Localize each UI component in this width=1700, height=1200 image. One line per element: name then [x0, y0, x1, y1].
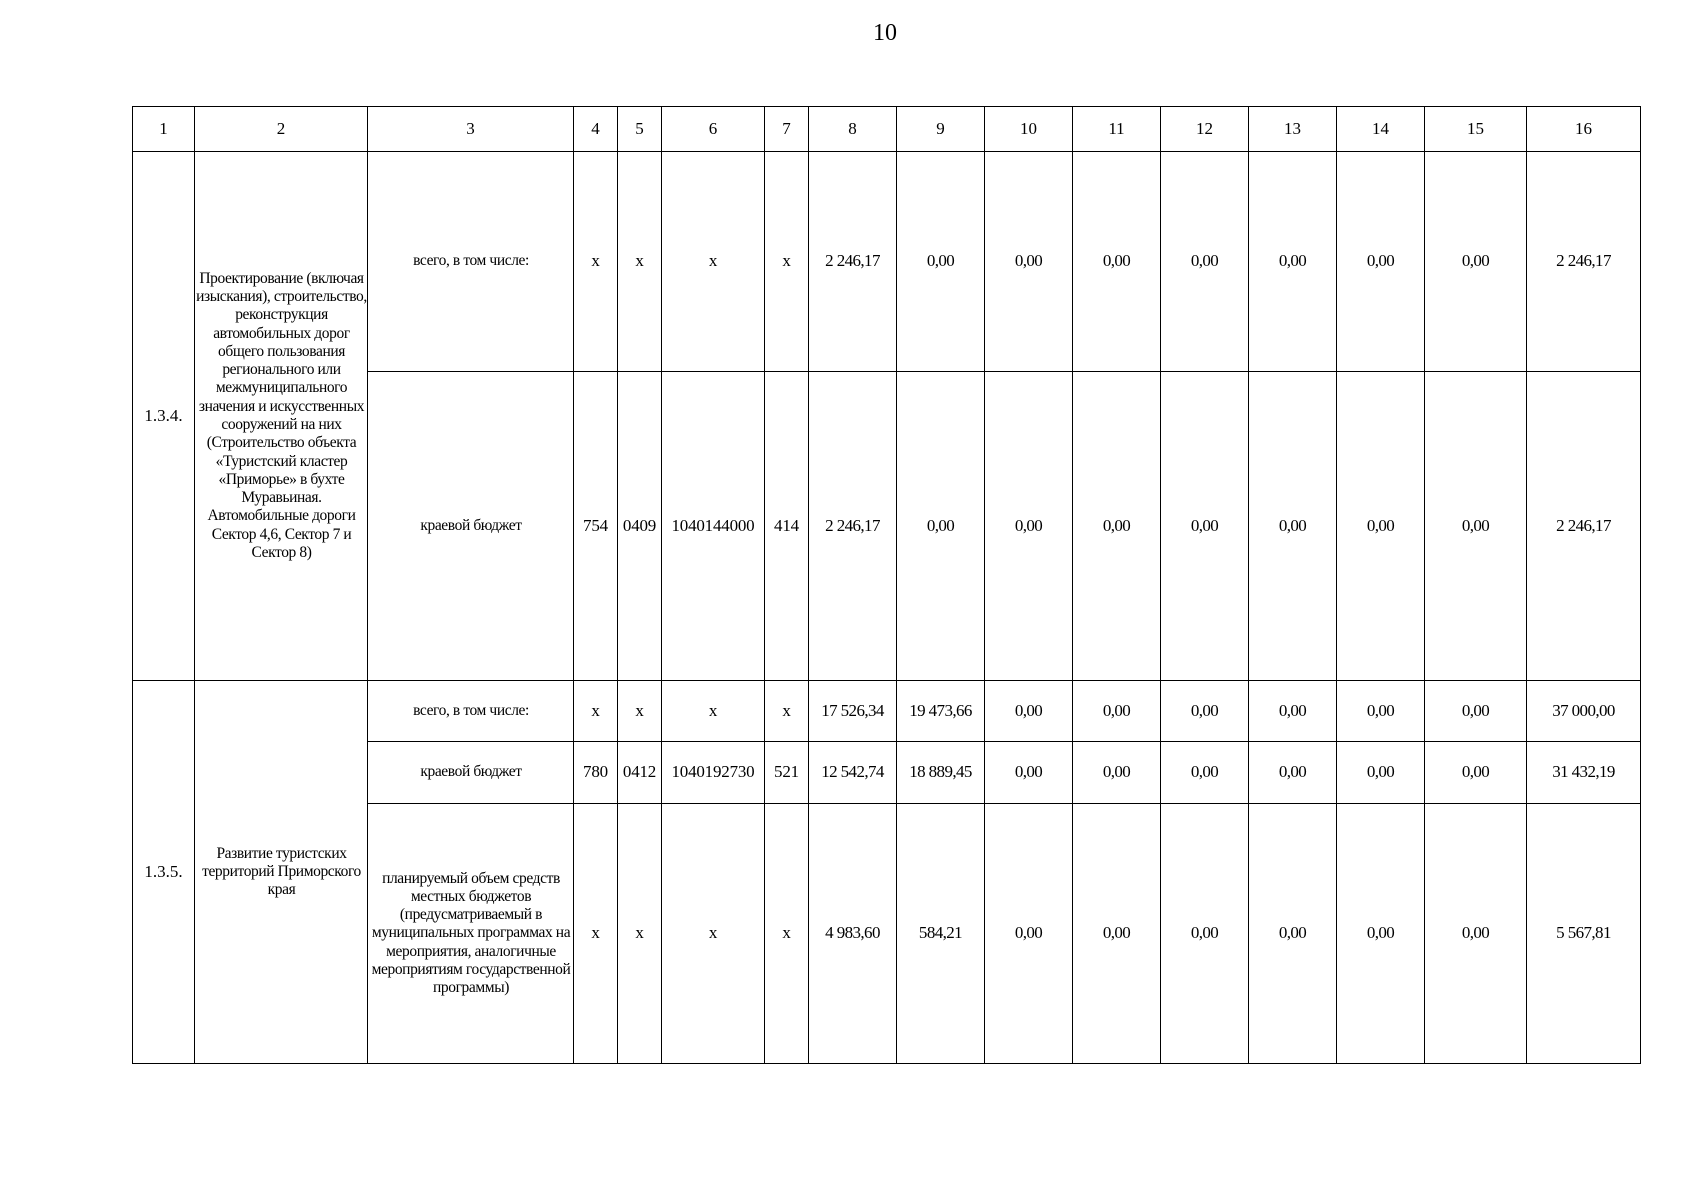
- cell-grbs: x: [574, 152, 618, 372]
- column-number-row: [133, 107, 1641, 152]
- item-description: Проектирование (включая изыскания), строительство, реконструкция автомобильных дорог общего пользования регионального или межмуниципального значения и искусственных сооружений на них (Строительство объекта «Туристский кластер «Приморье» в бухте Муравьиная. Автомобильные дороги Сектор 4,6, Сектор 7 и Сектор 8): [195, 152, 368, 681]
- item-description: Развитие туристских территорий Приморского края: [195, 681, 368, 1064]
- cell-amount: 0,00: [1161, 372, 1249, 681]
- cell-amount: 0,00: [1425, 681, 1527, 742]
- cell-amount: 0,00: [985, 681, 1073, 742]
- table-row: [133, 681, 1641, 742]
- funding-source: краевой бюджет: [368, 372, 574, 681]
- cell-target-article: 1040144000: [662, 372, 765, 681]
- cell-amount: 0,00: [1249, 152, 1337, 372]
- cell-amount: 584,21: [897, 804, 985, 1064]
- cell-section: 0412: [618, 742, 662, 804]
- cell-amount: 0,00: [1337, 804, 1425, 1064]
- cell-expense-type: 521: [765, 742, 809, 804]
- cell-grbs: 754: [574, 372, 618, 681]
- cell-target-article: x: [662, 681, 765, 742]
- column-number: 6: [662, 107, 765, 152]
- cell-amount: 0,00: [1337, 681, 1425, 742]
- column-number: 4: [574, 107, 618, 152]
- page-number: 10: [873, 20, 897, 46]
- cell-total: 2 246,17: [1527, 152, 1641, 372]
- column-number: 3: [368, 107, 574, 152]
- cell-section: x: [618, 681, 662, 742]
- cell-amount: 0,00: [1161, 152, 1249, 372]
- cell-amount: 0,00: [1073, 152, 1161, 372]
- column-number: 13: [1249, 107, 1337, 152]
- cell-amount: 0,00: [1073, 742, 1161, 804]
- cell-amount: 0,00: [1073, 804, 1161, 1064]
- cell-amount: 18 889,45: [897, 742, 985, 804]
- cell-amount: 19 473,66: [897, 681, 985, 742]
- column-number: 7: [765, 107, 809, 152]
- cell-target-article: x: [662, 152, 765, 372]
- cell-amount: 2 246,17: [809, 372, 897, 681]
- cell-amount: 0,00: [985, 372, 1073, 681]
- cell-amount: 0,00: [985, 804, 1073, 1064]
- cell-expense-type: x: [765, 152, 809, 372]
- column-number: 8: [809, 107, 897, 152]
- cell-expense-type: 414: [765, 372, 809, 681]
- column-number: 14: [1337, 107, 1425, 152]
- cell-section: 0409: [618, 372, 662, 681]
- cell-total: 37 000,00: [1527, 681, 1641, 742]
- cell-amount: 0,00: [897, 372, 985, 681]
- cell-amount: 0,00: [1073, 681, 1161, 742]
- cell-target-article: 1040192730: [662, 742, 765, 804]
- cell-amount: 2 246,17: [809, 152, 897, 372]
- cell-amount: 0,00: [1425, 742, 1527, 804]
- column-number: 2: [195, 107, 368, 152]
- cell-amount: 0,00: [1337, 152, 1425, 372]
- column-number: 9: [897, 107, 985, 152]
- budget-table: [132, 106, 1641, 1064]
- cell-grbs: x: [574, 681, 618, 742]
- cell-total: 5 567,81: [1527, 804, 1641, 1064]
- cell-amount: 0,00: [1425, 804, 1527, 1064]
- cell-total: 31 432,19: [1527, 742, 1641, 804]
- cell-amount: 0,00: [1425, 152, 1527, 372]
- cell-total: 2 246,17: [1527, 372, 1641, 681]
- column-number: 1: [133, 107, 195, 152]
- cell-amount: 0,00: [1249, 804, 1337, 1064]
- item-number: 1.3.4.: [133, 152, 195, 681]
- cell-amount: 0,00: [1249, 742, 1337, 804]
- cell-expense-type: x: [765, 804, 809, 1064]
- cell-amount: 0,00: [1161, 804, 1249, 1064]
- cell-target-article: x: [662, 804, 765, 1064]
- cell-amount: 0,00: [985, 742, 1073, 804]
- item-number: 1.3.5.: [133, 681, 195, 1064]
- cell-amount: 0,00: [1073, 372, 1161, 681]
- column-number: 10: [985, 107, 1073, 152]
- cell-amount: 0,00: [985, 152, 1073, 372]
- cell-amount: 0,00: [1337, 372, 1425, 681]
- cell-section: x: [618, 152, 662, 372]
- column-number: 5: [618, 107, 662, 152]
- cell-expense-type: x: [765, 681, 809, 742]
- cell-amount: 0,00: [1337, 742, 1425, 804]
- column-number: 16: [1527, 107, 1641, 152]
- cell-section: x: [618, 804, 662, 1064]
- table-row: [133, 152, 1641, 372]
- cell-amount: 0,00: [1161, 742, 1249, 804]
- funding-source: краевой бюджет: [368, 742, 574, 804]
- cell-amount: 17 526,34: [809, 681, 897, 742]
- cell-amount: 0,00: [1249, 372, 1337, 681]
- column-number: 11: [1073, 107, 1161, 152]
- cell-amount: 0,00: [897, 152, 985, 372]
- cell-grbs: x: [574, 804, 618, 1064]
- cell-amount: 0,00: [1425, 372, 1527, 681]
- cell-amount: 0,00: [1161, 681, 1249, 742]
- cell-amount: 12 542,74: [809, 742, 897, 804]
- cell-amount: 0,00: [1249, 681, 1337, 742]
- cell-grbs: 780: [574, 742, 618, 804]
- funding-source: планируемый объем средств местных бюджетов (предусматриваемый в муниципальных программах на мероприятия, аналогичные мероприятиям государственной программы): [368, 804, 574, 1064]
- funding-source: всего, в том числе:: [368, 152, 574, 372]
- funding-source: всего, в том числе:: [368, 681, 574, 742]
- cell-amount: 4 983,60: [809, 804, 897, 1064]
- column-number: 15: [1425, 107, 1527, 152]
- column-number: 12: [1161, 107, 1249, 152]
